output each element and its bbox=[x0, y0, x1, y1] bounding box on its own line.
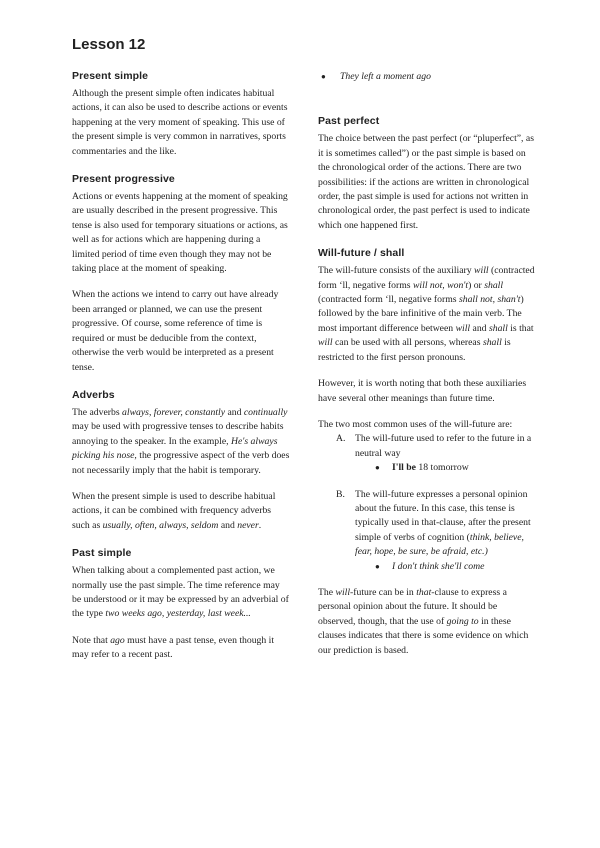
paragraph: The adverbs always, forever, constantly and continually may be used with progressive tenses to describe habits annoying to the speaker. In the example, He's always picking his nose, the progressive aspect of the verb does not necessarily imply that the habit is temporary. bbox=[72, 406, 290, 476]
section-past-perfect bbox=[318, 115, 536, 233]
example-bullet bbox=[355, 560, 536, 574]
list-letter: A. bbox=[336, 433, 346, 445]
paragraph: When the actions we intend to carry out have already been arranged or planned, we can use the present progressive. Of course, some reference of time is required or must be deducible from the context, otherwise the verb would be interpreted as a present tense. bbox=[72, 289, 279, 373]
example-text: He's always picking his nose bbox=[72, 435, 278, 462]
example-bullet bbox=[318, 70, 536, 84]
lesson-title: Lesson 12 bbox=[72, 36, 146, 53]
emphasis: ago bbox=[110, 634, 125, 646]
section-heading: Present progressive bbox=[72, 173, 175, 186]
list-item bbox=[318, 432, 536, 475]
lettered-list bbox=[318, 432, 536, 574]
example-text: I don't think she'll come bbox=[392, 560, 485, 572]
right-column bbox=[318, 70, 536, 672]
paragraph: However, it is worth noting that both these auxiliaries have several other meanings than future time. bbox=[318, 378, 527, 404]
list-item bbox=[318, 488, 536, 574]
section-heading: Adverbs bbox=[72, 388, 115, 401]
example-bullet bbox=[355, 461, 536, 475]
paragraph: When the present simple is used to describe habitual actions, it can be combined with frequency adverbs such as usually, often, always, seldom and never. bbox=[72, 490, 276, 531]
paragraph: The will-future can be in that-clause to express a personal opinion about the future. It should be observed, though, that the use of going to in these clauses indicates that there is some evidence on which our prediction is based. bbox=[318, 586, 529, 656]
example-text: They left a moment ago bbox=[340, 71, 431, 82]
example-bold: I'll be bbox=[392, 462, 416, 474]
bullet-icon: ● bbox=[375, 463, 380, 473]
example-text: 18 tomorrow bbox=[415, 462, 469, 474]
emphasis: continually bbox=[243, 406, 288, 418]
paragraph: Actions or events happening at the moment of speaking are usually described in the present progressive. This tense is also used for temporary situations or actions, as well as for actions which are happening during a limited period of time even though they may not be taking place at the moment of speaking. bbox=[72, 191, 288, 275]
paragraph: Note that ago must have a past tense, even though it may refer to a recent past. bbox=[72, 634, 275, 661]
emphasis: never bbox=[237, 519, 259, 531]
section-present-progressive bbox=[72, 173, 290, 375]
section-heading: Present simple bbox=[72, 70, 149, 82]
section-past-simple bbox=[72, 547, 290, 662]
emphasis: think, believe, fear, hope, be sure, be afraid, etc.) bbox=[355, 531, 524, 558]
paragraph: Although the present simple often indicates habitual actions, it can also be used to describe actions or events happening at the very moment of speaking. This use of the present simple is very common in narratives, sports commentaries and the like. bbox=[72, 88, 288, 157]
paragraph: The choice between the past perfect (or “pluperfect”, as it is sometimes called”) or the past simple is based on the chronological order of the actions. There are two possibilities: if the actions are written in chronological order, the past simple is used for actions not written in chronological order, the past perfect is used to indicate which one happened first. bbox=[318, 133, 534, 231]
paragraph: The two most common uses of the will-future are: bbox=[318, 418, 513, 430]
list-item-text: The will-future used to refer to the future in a neutral way bbox=[355, 433, 532, 459]
emphasis: usually, often, always, seldom bbox=[102, 519, 219, 531]
bullet-icon: ● bbox=[375, 561, 380, 571]
emphasis: always, forever, constantly bbox=[122, 406, 226, 418]
left-column bbox=[72, 70, 290, 677]
section-heading: Past simple bbox=[72, 547, 132, 560]
section-will-future bbox=[318, 247, 536, 658]
bullet-icon: ● bbox=[321, 72, 326, 81]
section-heading: Past perfect bbox=[318, 115, 380, 128]
section-heading: Will-future / shall bbox=[318, 247, 405, 260]
section-present-simple bbox=[72, 70, 290, 159]
paragraph: The will-future consists of the auxiliary will (contracted form ‘ll, negative forms will not, won't) or shall (contracted form ‘ll, negative forms shall not, shan't) followed by the bare infinitive of the main verb. The most important difference between will and shall is that will can be used with all persons, whereas shall is restricted to the first person pronouns. bbox=[318, 265, 535, 363]
section-adverbs bbox=[72, 389, 290, 533]
list-item-text: The will-future expresses a personal opinion about the future. In this case, this tense is typically used in that-clause, after the present simple of verbs of cognition ( bbox=[355, 488, 531, 543]
paragraph: When talking about a complemented past action, we normally use the past simple. The time reference may be understood or it may be expressed by an adverbial of the type two weeks ago, yesterday, last week... bbox=[72, 565, 289, 620]
example-text: two weeks ago, yesterday, last week... bbox=[105, 608, 251, 620]
list-letter: B. bbox=[336, 488, 345, 500]
